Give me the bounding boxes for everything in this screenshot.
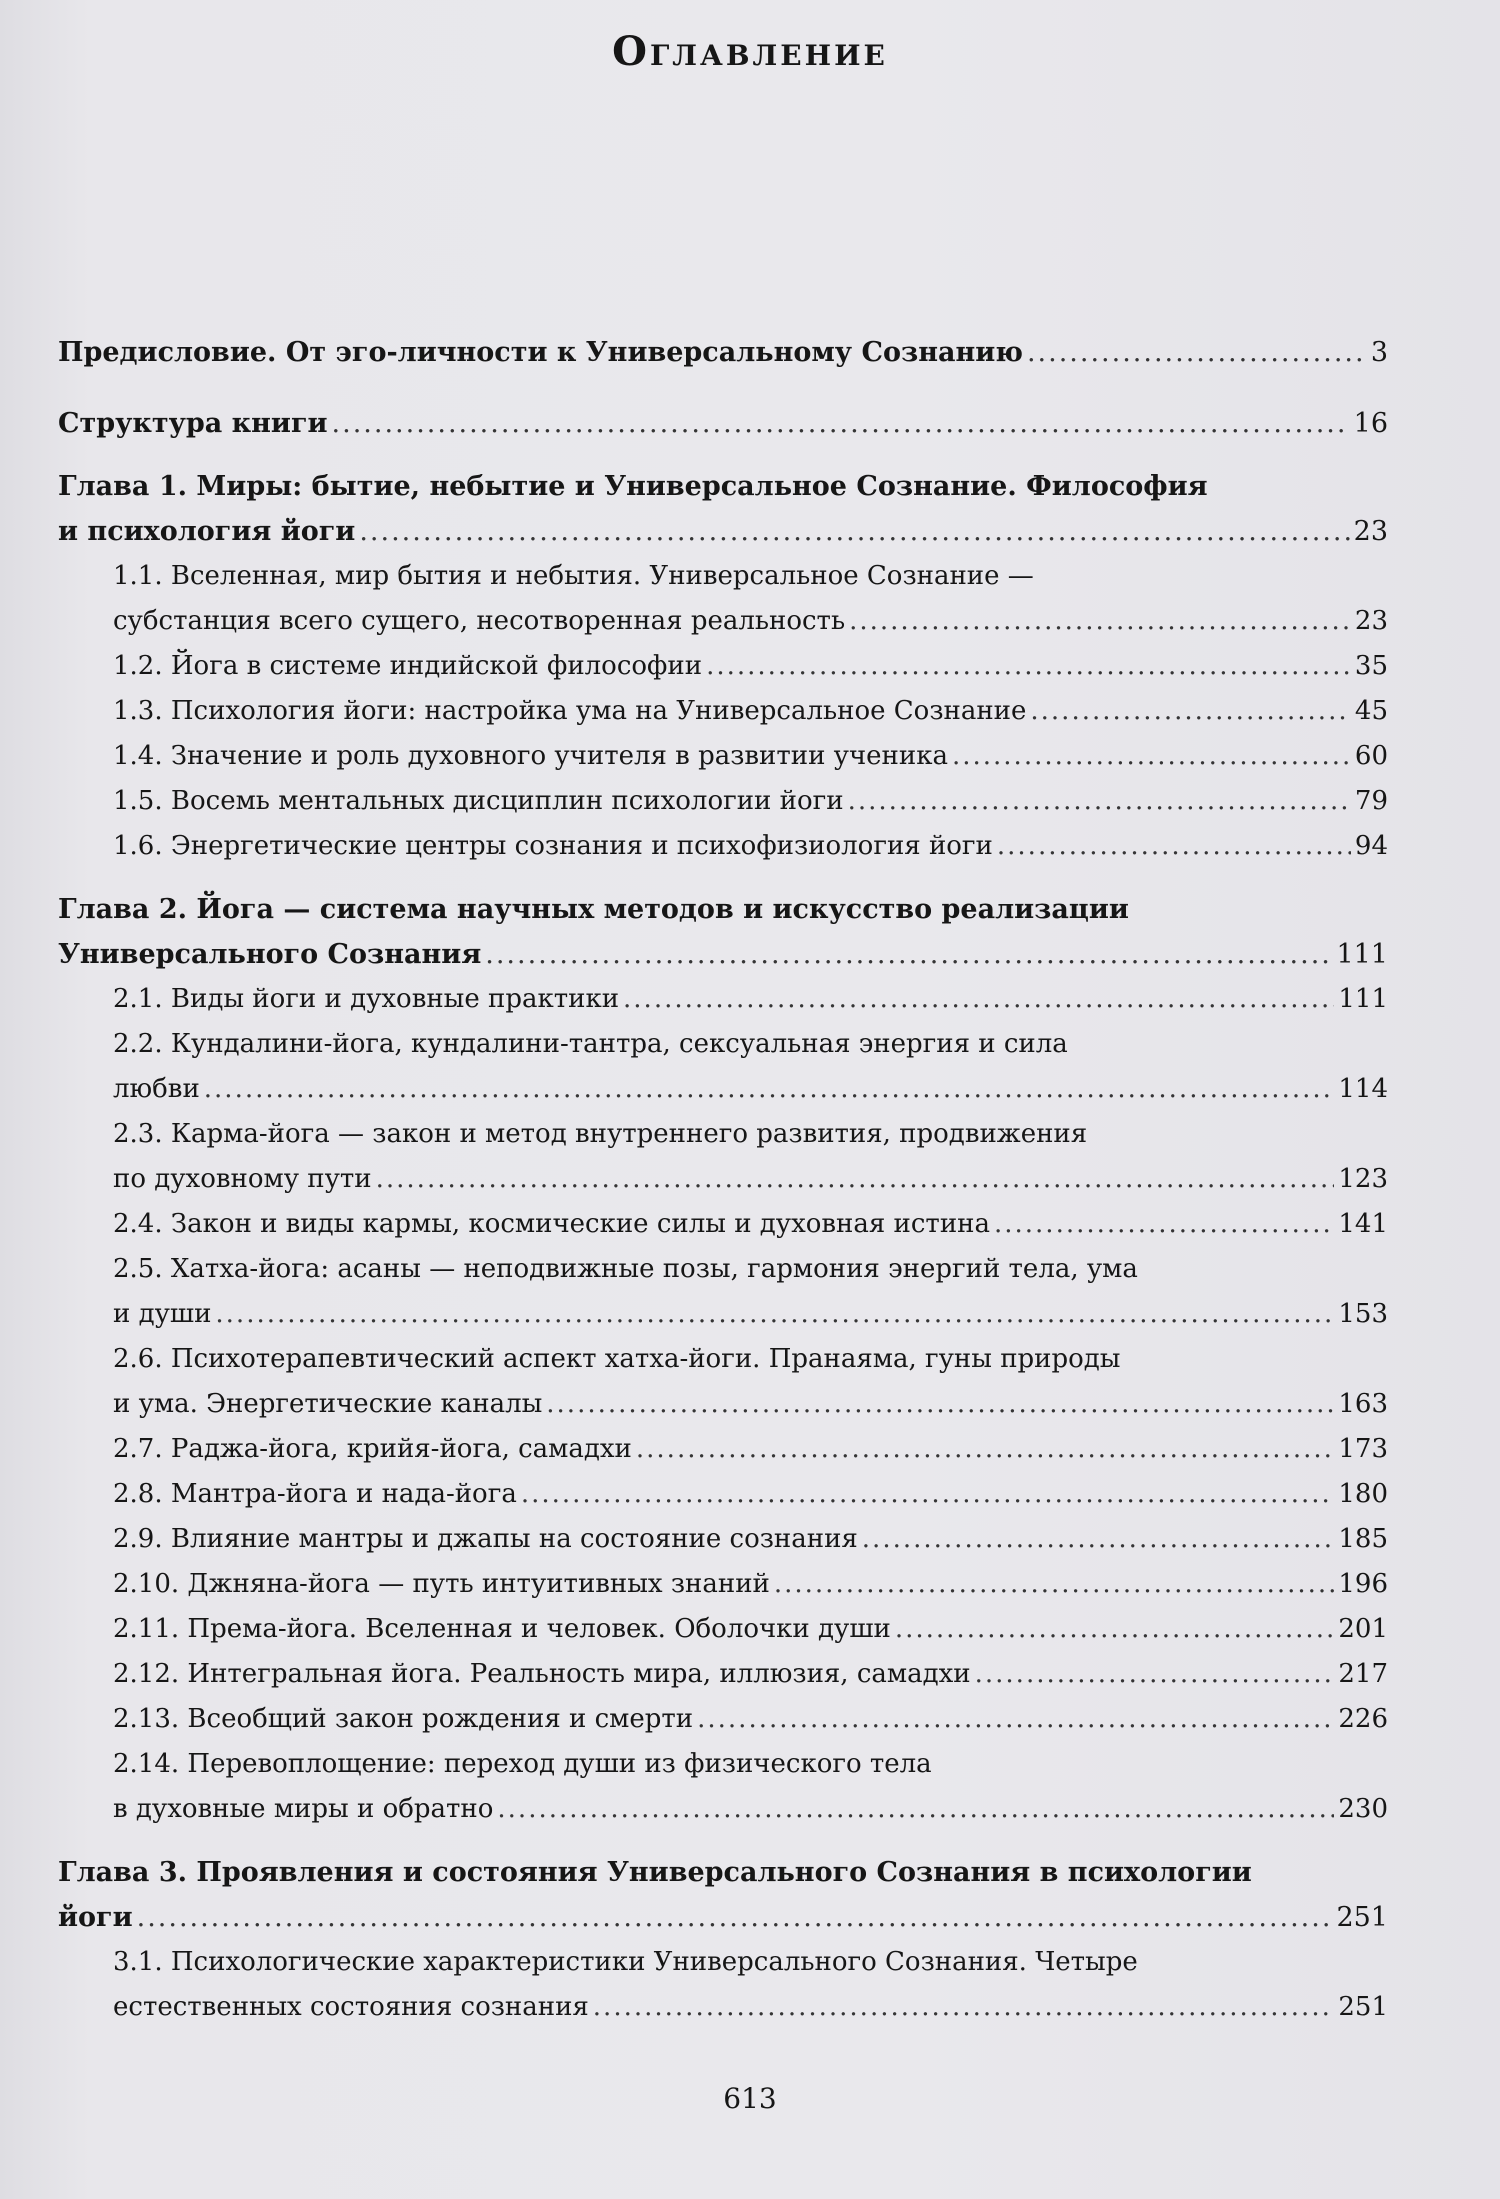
toc-section-entry (113, 1022, 1388, 1112)
page-title: Оглавление (612, 28, 888, 75)
toc-entry-title: йоги (58, 1902, 133, 1933)
toc-section-entry (113, 1742, 1388, 1832)
toc-section-entry (113, 1247, 1388, 1337)
toc-entry-line (58, 401, 1388, 446)
toc-entry-line (58, 887, 1388, 932)
toc-section-entry (113, 1112, 1388, 1202)
dot-leader (975, 1652, 1335, 1697)
toc-entry-title: 2.1. Виды йоги и духовные практики (113, 984, 620, 1014)
toc-entry-title: естественных состояния сознания (113, 1992, 589, 2022)
toc-page-number: 16 (1353, 408, 1388, 439)
toc-entry-title: 2.5. Хатха-йога: асаны — неподвижные позы, гармония энергий тела, ума (113, 1254, 1138, 1284)
toc-entry-title: и души (113, 1299, 212, 1329)
dot-leader (593, 1985, 1335, 2030)
dot-leader (895, 1607, 1335, 1652)
dot-leader (497, 1787, 1334, 1832)
toc-page-number: 251 (1338, 1992, 1388, 2022)
toc-entry-title: 2.12. Интегральная йога. Реальность мира, иллюзия, самадхи (113, 1659, 971, 1689)
toc-entry-line (113, 1652, 1388, 1697)
toc-page-number: 114 (1338, 1074, 1388, 1104)
toc-entry-line (113, 779, 1388, 824)
toc-page-number: 230 (1338, 1794, 1388, 1824)
toc-page-number: 153 (1338, 1299, 1388, 1329)
toc-section-entry (113, 1517, 1388, 1562)
toc-entry-line (113, 977, 1388, 1022)
dot-leader (215, 1292, 1334, 1337)
toc-entry-title: Глава 3. Проявления и состояния Универсального Сознания в психологии (58, 1857, 1252, 1888)
toc-entry-line (113, 1427, 1388, 1472)
toc-entry-line (113, 1382, 1388, 1427)
toc-entry-title: 2.14. Перевоплощение: переход души из физического тела (113, 1749, 932, 1779)
toc-entry-title: 2.10. Джняна-йога — путь интуитивных знаний (113, 1569, 770, 1599)
toc-chapter-entry (58, 401, 1388, 446)
toc-entry-line (58, 330, 1388, 375)
toc-entry-line (113, 734, 1388, 779)
dot-leader (994, 1202, 1334, 1247)
toc-page-number: 94 (1354, 831, 1388, 861)
toc-entry-title: по духовному пути (113, 1164, 372, 1194)
toc-section-entry (113, 824, 1388, 869)
toc-entry-line (113, 1787, 1388, 1832)
toc-chapter-entry (58, 1850, 1388, 1940)
toc-entry-title: 2.6. Психотерапевтический аспект хатха-йоги. Пранаяма, гуны природы (113, 1344, 1121, 1374)
toc-page-number: 3 (1370, 337, 1388, 368)
dot-leader (848, 779, 1351, 824)
toc-entry-line (113, 1202, 1388, 1247)
dot-leader (623, 977, 1334, 1022)
dot-leader (706, 644, 1351, 689)
toc-entry-line (113, 1112, 1388, 1157)
table-of-contents (58, 330, 1388, 2030)
toc-entry-line (113, 689, 1388, 734)
toc-page-number: 173 (1338, 1434, 1388, 1464)
toc-entry-title: и ума. Энергетические каналы (113, 1389, 543, 1419)
toc-page-number: 35 (1354, 651, 1388, 681)
toc-entry-title: 2.2. Кундалини-йога, кундалини-тантра, сексуальная энергия и сила (113, 1029, 1068, 1059)
dot-leader (862, 1517, 1335, 1562)
dot-leader (774, 1562, 1335, 1607)
toc-entry-title: 1.5. Восемь ментальных дисциплин психологии йоги (113, 786, 844, 816)
dot-leader (697, 1697, 1334, 1742)
toc-entry-line (113, 1292, 1388, 1337)
toc-entry-line (113, 644, 1388, 689)
toc-entry-title: в духовные миры и обратно (113, 1794, 494, 1824)
dot-leader (952, 734, 1351, 779)
toc-entry-line (113, 1985, 1388, 2030)
dot-leader (1030, 689, 1351, 734)
toc-section-entry (113, 554, 1388, 644)
toc-chapter-entry (58, 887, 1388, 977)
toc-page-number: 45 (1354, 696, 1388, 726)
toc-entry-title: 2.13. Всеобщий закон рождения и смерти (113, 1704, 694, 1734)
toc-entry-title: 1.6. Энергетические центры сознания и психофизиология йоги (113, 831, 993, 861)
toc-entry-line (58, 509, 1388, 554)
toc-entry-line (58, 464, 1388, 509)
toc-page-number: 23 (1354, 606, 1388, 636)
toc-section-entry (113, 1562, 1388, 1607)
toc-entry-title: 2.8. Мантра-йога и нада-йога (113, 1479, 517, 1509)
dot-leader (359, 509, 1349, 554)
toc-section-entry (113, 1697, 1388, 1742)
toc-page-number: 111 (1338, 984, 1388, 1014)
toc-entry-line (58, 932, 1388, 977)
toc-entry-title: Предисловие. От эго-личности к Универсальному Сознанию (58, 337, 1023, 368)
toc-entry-title: любви (113, 1074, 200, 1104)
toc-page-number: 163 (1338, 1389, 1388, 1419)
toc-page-number: 79 (1354, 786, 1388, 816)
toc-entry-title: Структура книги (58, 408, 328, 439)
toc-section-entry (113, 1652, 1388, 1697)
toc-section-entry (113, 1940, 1388, 2030)
toc-page-number: 123 (1338, 1164, 1388, 1194)
toc-entry-title: 2.4. Закон и виды кармы, космические силы и духовная истина (113, 1209, 990, 1239)
toc-chapter-entry (58, 330, 1388, 375)
toc-entry-title: 2.7. Раджа-йога, крийя-йога, самадхи (113, 1434, 632, 1464)
toc-page-number: 226 (1338, 1704, 1388, 1734)
dot-leader (1027, 330, 1367, 375)
toc-page-number: 60 (1354, 741, 1388, 771)
toc-entry-line (113, 1742, 1388, 1787)
toc-section-entry (113, 734, 1388, 779)
toc-entry-line (113, 1562, 1388, 1607)
toc-entry-line (58, 1850, 1388, 1895)
toc-section-entry (113, 1202, 1388, 1247)
toc-entry-title: Универсального Сознания (58, 939, 482, 970)
toc-section-entry (113, 1472, 1388, 1517)
toc-section-entry (113, 1337, 1388, 1427)
toc-entry-line (58, 1895, 1388, 1940)
toc-entry-line (113, 1247, 1388, 1292)
toc-page-number: 23 (1353, 516, 1388, 547)
toc-entry-title: 2.9. Влияние мантры и джапы на состояние сознания (113, 1524, 858, 1554)
toc-entry-title: 3.1. Психологические характеристики Универсального Сознания. Четыре (113, 1947, 1138, 1977)
toc-entry-line (113, 1067, 1388, 1112)
page-number: 613 (723, 2082, 777, 2115)
dot-leader (997, 824, 1351, 869)
dot-leader (636, 1427, 1334, 1472)
toc-section-entry (113, 1427, 1388, 1472)
dot-leader (332, 401, 1350, 446)
toc-entry-line (113, 1337, 1388, 1382)
toc-section-entry (113, 689, 1388, 734)
toc-entry-title: 1.4. Значение и роль духовного учителя в развитии ученика (113, 741, 948, 771)
toc-entry-title: 1.1. Вселенная, мир бытия и небытия. Универсальное Сознание — (113, 561, 1034, 591)
dot-leader (137, 1895, 1333, 1940)
toc-entry-title: Глава 2. Йога — система научных методов и искусство реализации (58, 894, 1129, 925)
toc-entry-line (113, 824, 1388, 869)
toc-section-entry (113, 779, 1388, 824)
toc-entry-line (113, 1940, 1388, 1985)
toc-page-number: 180 (1338, 1479, 1388, 1509)
dot-leader (849, 599, 1351, 644)
toc-entry-line (113, 599, 1388, 644)
toc-entry-title: 1.3. Психология йоги: настройка ума на Универсальное Сознание (113, 696, 1027, 726)
toc-page-number: 196 (1338, 1569, 1388, 1599)
dot-leader (204, 1067, 1335, 1112)
toc-entry-line (113, 1022, 1388, 1067)
toc-page-number: 141 (1338, 1209, 1388, 1239)
toc-entry-line (113, 1517, 1388, 1562)
toc-page-number: 217 (1338, 1659, 1388, 1689)
toc-page-number: 111 (1336, 939, 1388, 970)
toc-chapter-entry (58, 464, 1388, 554)
toc-section-entry (113, 644, 1388, 689)
toc-entry-title: 2.3. Карма-йога — закон и метод внутреннего развития, продвижения (113, 1119, 1088, 1149)
toc-entry-line (113, 554, 1388, 599)
toc-entry-line (113, 1157, 1388, 1202)
toc-entry-title: 2.11. Према-йога. Вселенная и человек. Оболочки души (113, 1614, 891, 1644)
dot-leader (485, 932, 1332, 977)
toc-entry-line (113, 1607, 1388, 1652)
toc-page-number: 251 (1336, 1902, 1388, 1933)
toc-entry-title: субстанция всего сущего, несотворенная реальность (113, 606, 846, 636)
dot-leader (376, 1157, 1335, 1202)
toc-entry-title: Глава 1. Миры: бытие, небытие и Универсальное Сознание. Философия (58, 471, 1208, 502)
toc-entry-line (113, 1472, 1388, 1517)
toc-entry-title: и психология йоги (58, 516, 356, 547)
toc-page-number: 185 (1338, 1524, 1388, 1554)
toc-page-number: 201 (1338, 1614, 1388, 1644)
toc-section-entry (113, 977, 1388, 1022)
toc-section-entry (113, 1607, 1388, 1652)
dot-leader (546, 1382, 1334, 1427)
toc-entry-line (113, 1697, 1388, 1742)
dot-leader (521, 1472, 1335, 1517)
toc-entry-title: 1.2. Йога в системе индийской философии (113, 651, 703, 681)
